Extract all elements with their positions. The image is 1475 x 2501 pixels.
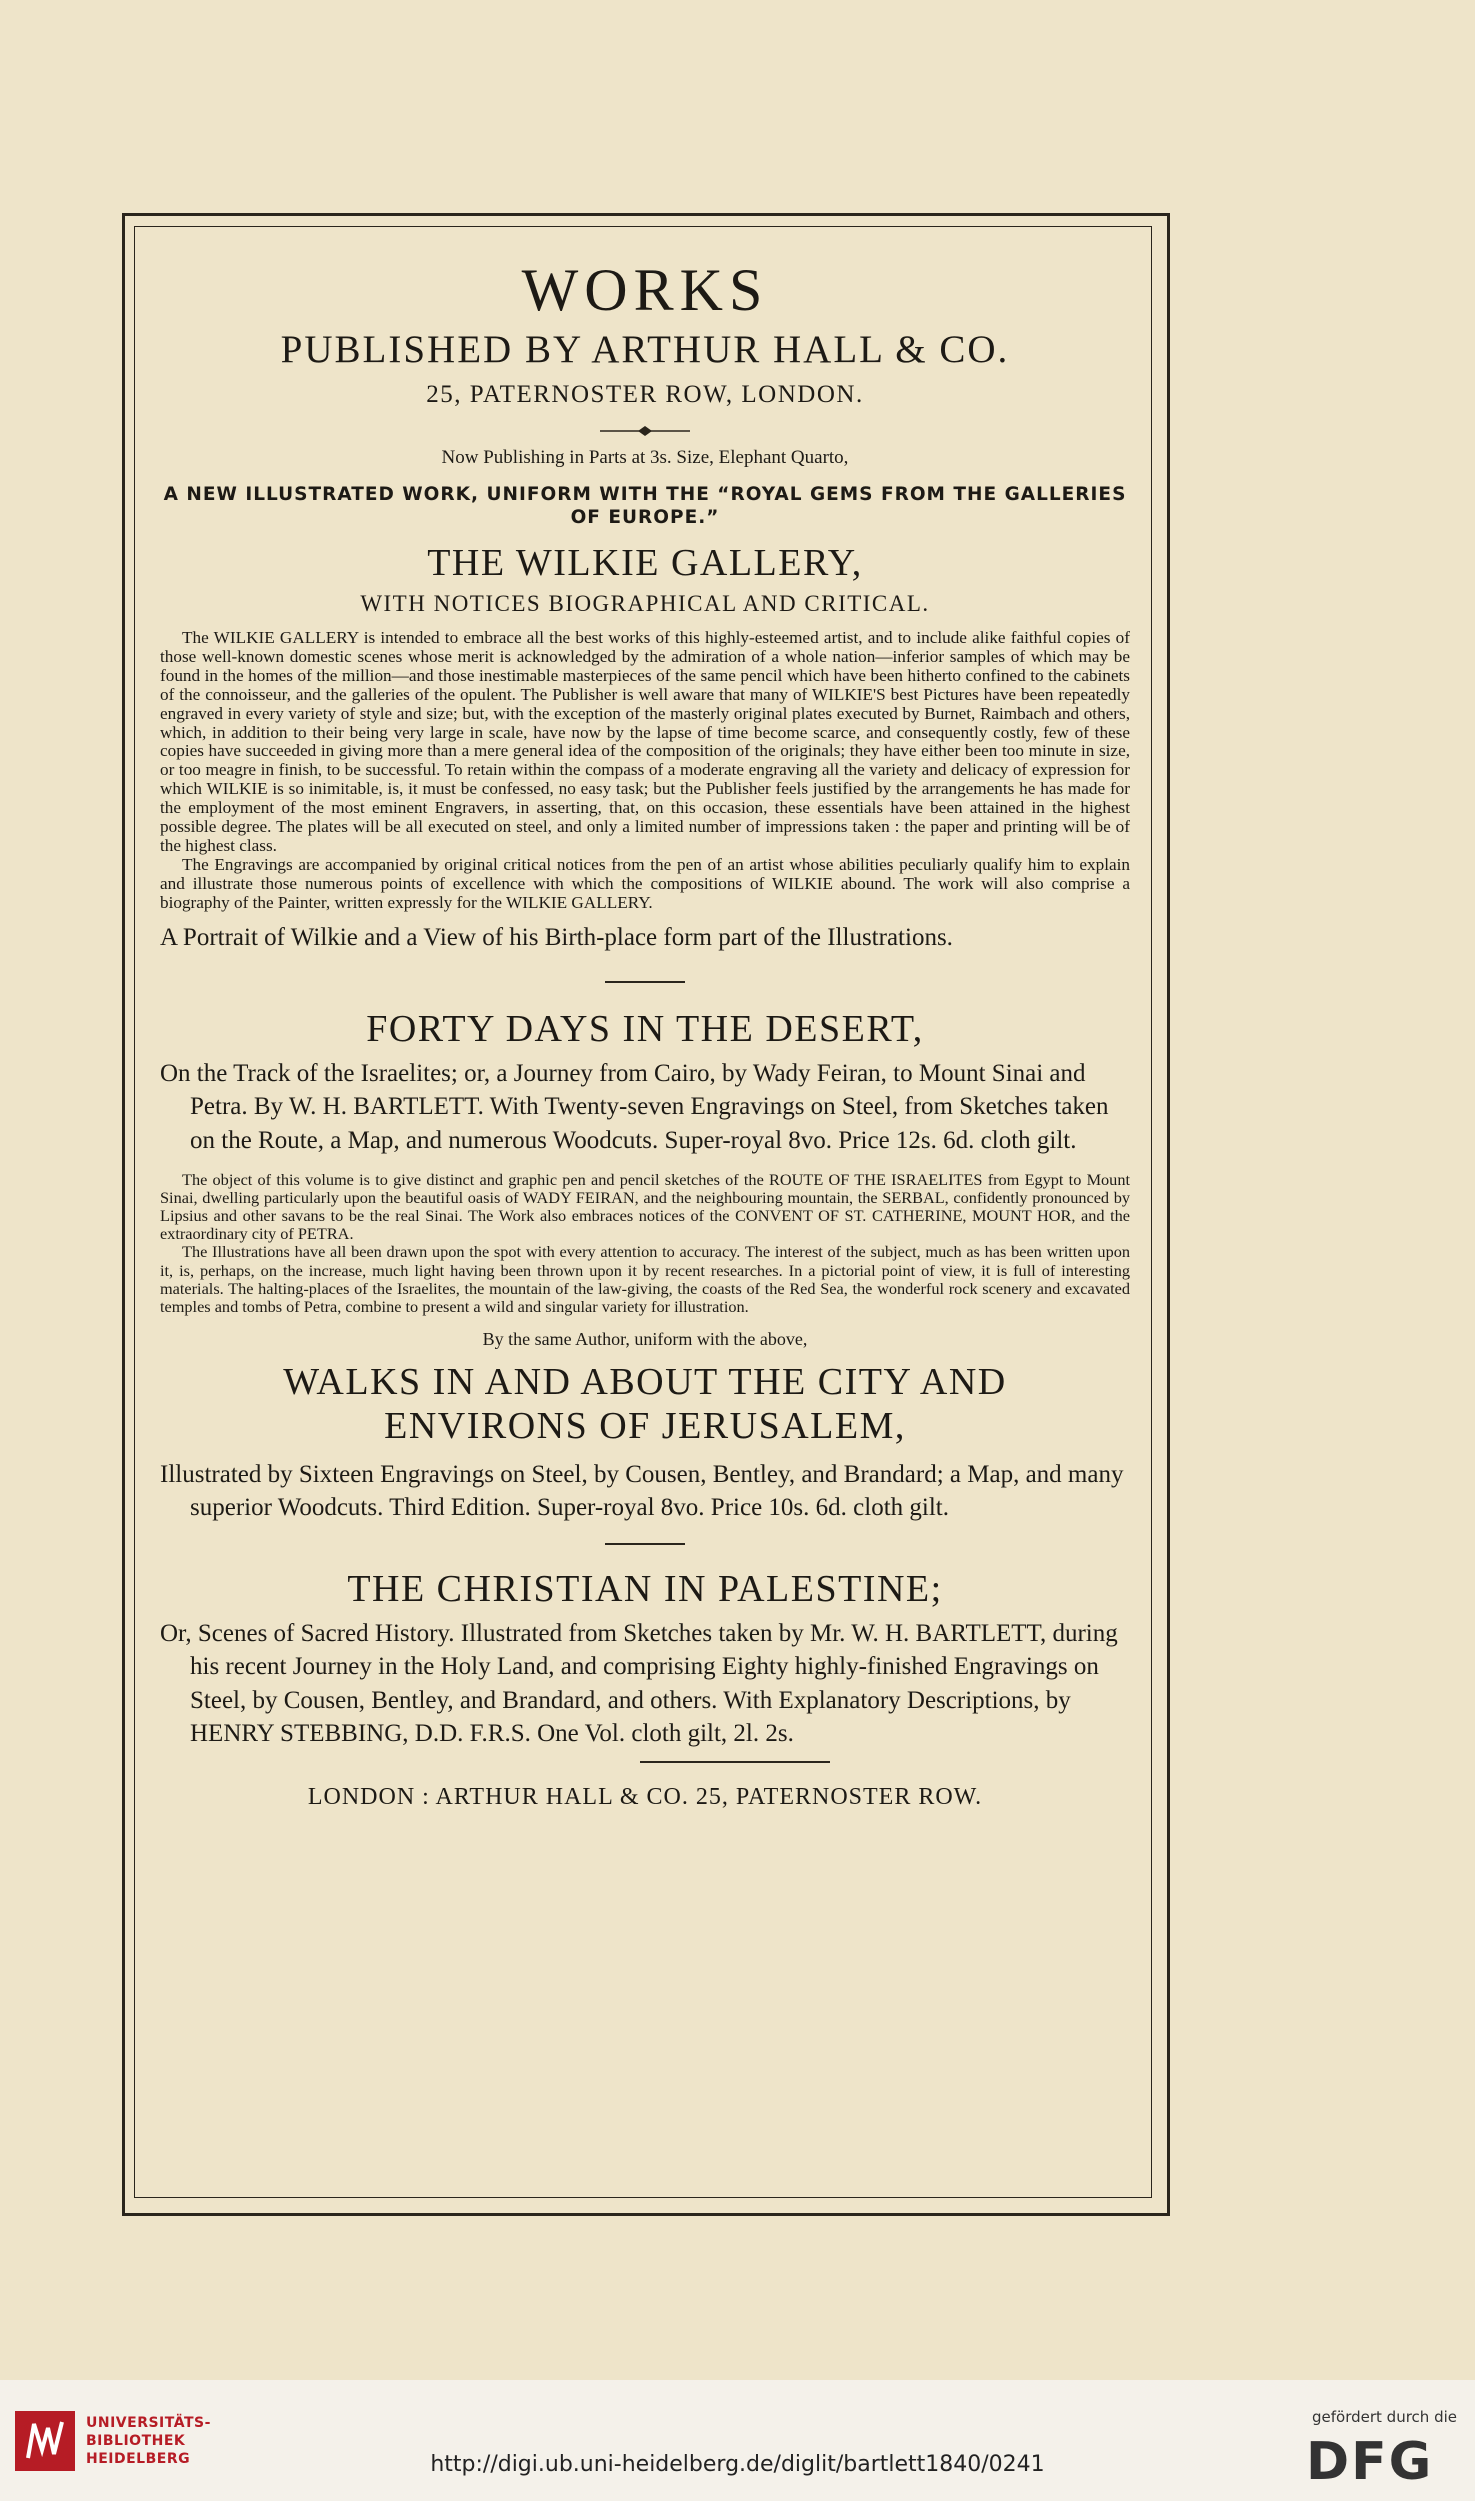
permalink-url[interactable]: http://digi.ub.uni-heidelberg.de/diglit/bartlett1840/0241 [430,2452,1045,2477]
jerusalem-lead: Illustrated by Sixteen Engravings on Steel, by Cousen, Bentley, and Brandard; a Map, and many superior Woodcuts. Third Edition. Super-royal 8vo. Price 10s. 6d. cloth gilt. [160,1460,1124,1522]
announcement-heading: A NEW ILLUSTRATED WORK, UNIFORM WITH THE “ROYAL GEMS FROM THE GALLERIES OF EUROPE.” [163,484,1127,528]
library-line-2: BIBLIOTHEK [86,2433,186,2449]
desert-title: FORTY DAYS IN THE DESERT, [366,1007,924,1050]
library-name [86,2414,211,2468]
wilkie-subtitle: WITH NOTICES BIOGRAPHICAL AND CRITICAL. [360,591,930,616]
ornament-icon [600,425,690,437]
university-seal-icon [14,2410,76,2472]
viewer-footer-bar [0,2380,1475,2501]
desert-paragraph-1: The object of this volume is to give distinct and graphic pen and pencil sketches of the ROUTE OF THE ISRAELITES from Egypt to Mount Sinai, dwelling particularly upon the beautiful oasis of WADY FEIRAN, and the neighbouring mountain, the SERBAL, confidently pronounced by Lipsius and other savans to be the real Sinai. The Work also embraces notices of the CONVENT OF ST. CATHERINE, MOUNT HOR, and the extraordinary city of PETRA. [160,1170,1130,1244]
desert-lead: On the Track of the Israelites; or, a Journey from Cairo, by Wady Feiran, to Mount Sinai and Petra. By W. H. BARTLETT. With Twenty-seven Engravings on Steel, from Sketches taken on the Route, a Map, and numerous Woodcuts. Super-royal 8vo. Price 12s. 6d. cloth gilt. [160,1059,1109,1154]
wilkie-paragraph-2: The Engravings are accompanied by original critical notices from the pen of an artist whose abilities peculiarly qualify him to explain and illustrate those numerous points of excellence with which the compositions of WILKIE abound. The work will also comprise a biography of the Painter, written expressly for the WILKIE GALLERY. [160,854,1130,912]
works-heading: WORKS [521,257,769,323]
publisher-address: 25, PATERNOSTER ROW, LONDON. [426,381,864,408]
publisher-line: PUBLISHED BY ARTHUR HALL & CO. [280,328,1010,371]
palestine-title: THE CHRISTIAN IN PALESTINE; [347,1567,943,1610]
same-author-line: By the same Author, uniform with the above, [482,1328,808,1349]
library-line-1: UNIVERSITÄTS- [86,2415,211,2431]
wilkie-description [160,629,1130,913]
footer-divider [640,1761,830,1763]
sponsor-caption: gefördert durch die [1312,2408,1457,2426]
portrait-note: A Portrait of Wilkie and a View of his Birth-place form part of the Illustrations. [160,923,953,951]
divider [605,981,685,983]
library-line-3: HEIDELBERG [86,2451,191,2467]
palestine-lead: Or, Scenes of Sacred History. Illustrated from Sketches taken by Mr. W. H. BARTLETT, during his recent Journey in the Holy Land, and comprising Eighty highly-finished Engravings on Steel, by Cousen, Bentley, and Brandard, and others. With Explanatory Descriptions, by HENRY STEBBING, D.D. F.R.S. One Vol. cloth gilt, 2l. 2s. [160,1619,1118,1748]
divider [605,1543,685,1545]
advertisement-content [160,255,1130,1813]
wilkie-title: THE WILKIE GALLERY, [427,542,863,584]
now-publishing-line: Now Publishing in Parts at 3s. Size, Elephant Quarto, [441,447,849,468]
wilkie-paragraph-1: The WILKIE GALLERY is intended to embrace all the best works of this highly-esteemed artist, and to include alike faithful copies of those well-known domestic scenes whose merit is acknowledged by the admiration of a whole nation—inferior samples of which may be found in the homes of the million—and those inestimable masterpieces of the same pencil which have been hitherto confined to the cabinets of the connoisseur, and the galleries of the opulent. The Publisher is well aware that many of WILKIE'S best Pictures have been repeatedly engraved in every variety of style and size; but, with the exception of the masterly original plates executed by Burnet, Raimbach and others, which, in addition to their being very large in scale, have now by the lapse of time become scarce, and consequently costly, few of these copies have succeeded in giving more than a mere general idea of the composition of the originals; they have either been too minute in size, or too meagre in finish, to be successful. To retain within the compass of a moderate engraving all the variety and delicacy of expression for which WILKIE is so inimitable, is, it must be confessed, no easy task; but the Publisher feels justified by the arrangements he has made for the employment of the most eminent Engravers, in asserting, that, on this occasion, these essentials have been attained in the highest possible degree. The plates will be all executed on steel, and only a limited number of impressions taken : the paper and printing will be of the highest class. [160,628,1130,855]
jerusalem-title: WALKS IN AND ABOUT THE CITY AND ENVIRONS OF JERUSALEM, [283,1360,1007,1447]
dfg-logo: DFG [1306,2432,1434,2492]
desert-description [160,1171,1130,1316]
desert-paragraph-2: The Illustrations have all been drawn upon the spot with every attention to accuracy. The interest of the subject, much as has been written upon it, is, perhaps, on the increase, much light having been thrown upon it by recent researches. In a pictorial point of view, it is full of interesting materials. The halting-places of the Israelites, the mountain of the law-giving, the coasts of the Red Sea, the wonderful rock scenery and excavated temples and tombs of Petra, combine to present a wild and singular variety for illustration. [160,1242,1130,1316]
imprint-line: LONDON : ARTHUR HALL & CO. 25, PATERNOSTER ROW. [307,1783,983,1810]
